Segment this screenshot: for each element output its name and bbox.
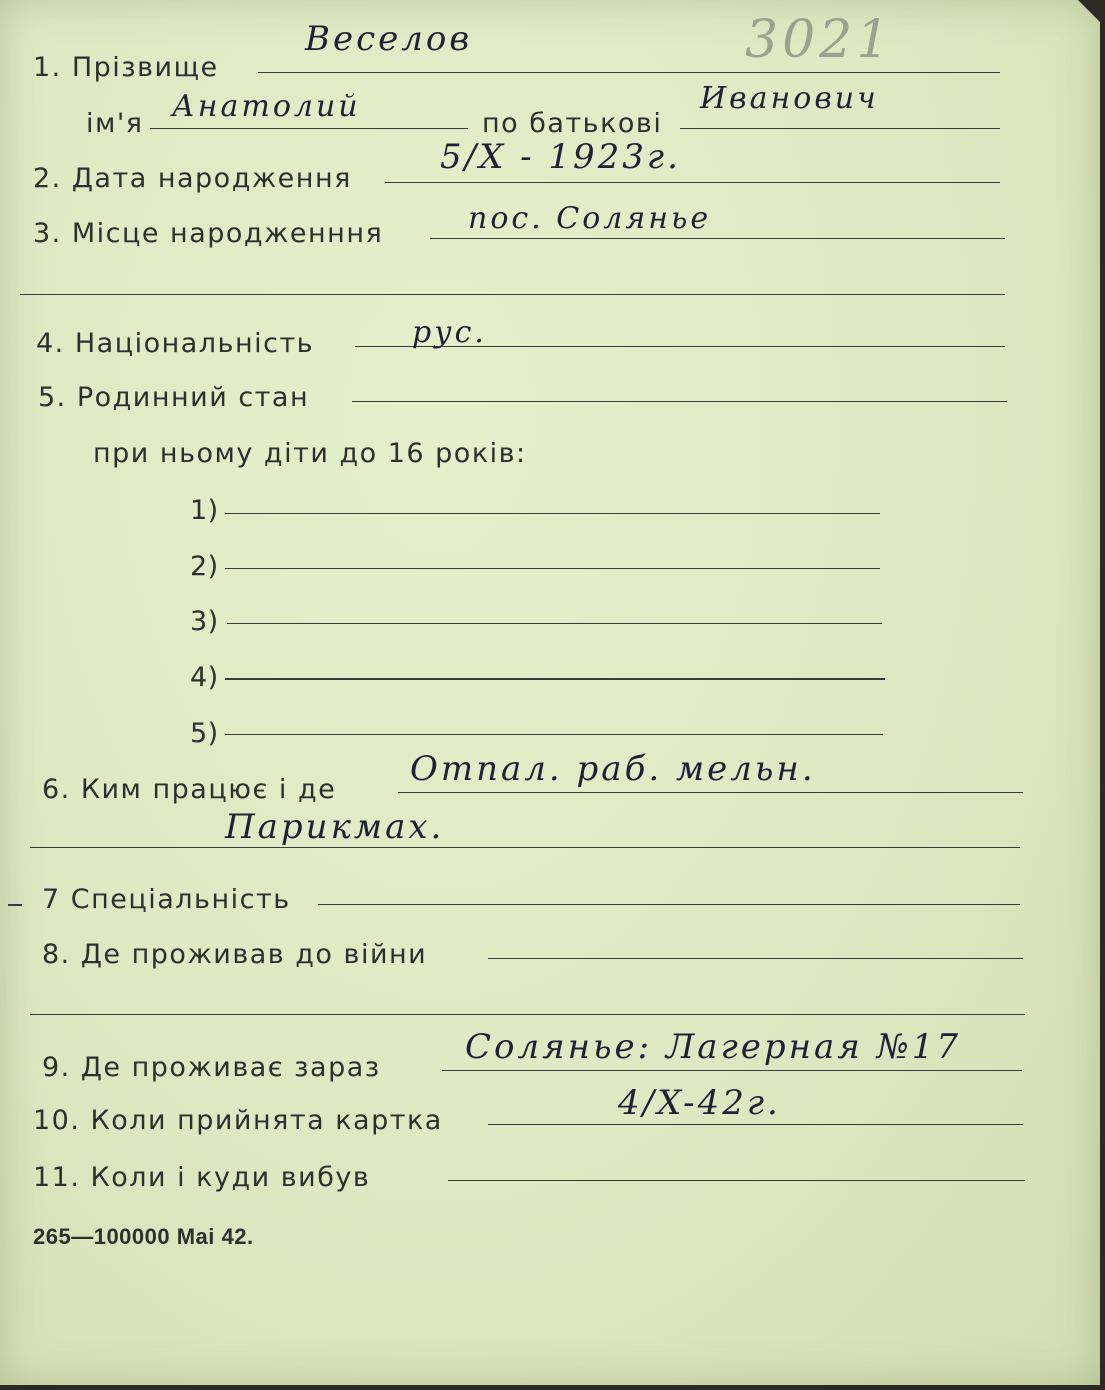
occupation-value-2: Парикмах. xyxy=(225,807,445,847)
current-residence-line xyxy=(442,1070,1022,1071)
birthdate-value: 5/X - 1923г. xyxy=(440,137,681,177)
field-marital-label: 5. Родинний стан xyxy=(38,382,310,413)
child-2-line xyxy=(225,568,880,569)
child-2-label: 2) xyxy=(190,551,219,582)
current-residence-value: Солянье: Лагерная №17 xyxy=(465,1027,962,1067)
birthplace-line xyxy=(430,238,1005,239)
field-card-accepted-label: 10. Коли прийнята картка xyxy=(33,1105,443,1136)
marital-line xyxy=(352,401,1007,402)
field-birthdate-label: 2. Дата народження xyxy=(33,163,352,194)
child-3-line xyxy=(227,623,882,624)
birthplace-value: пос. Солянье xyxy=(468,201,712,236)
field-surname-label: 1. Прізвище xyxy=(33,52,219,83)
field-name-label: ім'я xyxy=(86,108,144,139)
nationality-value: рус. xyxy=(412,315,487,350)
field-occupation-label: 6. Ким працює і де xyxy=(42,774,337,805)
field-birthplace-label: 3. Місце народженння xyxy=(33,218,384,249)
prewar-residence-line-2 xyxy=(30,1014,1025,1015)
card-accepted-line xyxy=(488,1124,1023,1125)
field-patronymic-label: по батькові xyxy=(482,108,663,139)
birthdate-line xyxy=(385,182,1000,183)
occupation-value-1: Отпал. раб. мельн. xyxy=(410,749,816,789)
child-5-line xyxy=(225,734,883,735)
name-line xyxy=(150,128,468,129)
specialty-line xyxy=(318,904,1020,905)
departure-line xyxy=(448,1180,1025,1181)
surname-line xyxy=(258,72,1000,73)
occupation-line xyxy=(398,792,1023,793)
name-value: Анатолий xyxy=(172,89,361,124)
child-4-label: 4) xyxy=(190,662,219,693)
children-label: при ньому діти до 16 років: xyxy=(93,438,527,469)
field-current-residence-label: 9. Де проживає зараз xyxy=(42,1052,381,1083)
surname-value: Веселов xyxy=(305,19,473,59)
patronymic-value: Иванович xyxy=(700,81,879,116)
torn-corner xyxy=(1078,0,1100,22)
birthplace-line-2 xyxy=(20,294,1005,295)
pencil-number: 3021 xyxy=(745,10,894,70)
prewar-residence-line xyxy=(488,958,1023,959)
child-1-label: 1) xyxy=(190,495,219,526)
child-4-line xyxy=(225,678,885,680)
patronymic-line xyxy=(680,128,1000,129)
child-5-label: 5) xyxy=(190,718,219,749)
print-info: 265—100000 Mai 42. xyxy=(33,1224,254,1249)
occupation-line-2 xyxy=(30,847,1020,848)
margin-dash xyxy=(8,904,22,906)
field-prewar-residence-label: 8. Де проживав до війни xyxy=(42,939,428,970)
field-departure-label: 11. Коли і куди вибув xyxy=(33,1162,371,1193)
child-3-label: 3) xyxy=(190,606,219,637)
card-accepted-value: 4/X-42г. xyxy=(618,1083,781,1123)
field-specialty-label: 7 Спеціальність xyxy=(42,884,291,915)
child-1-line xyxy=(225,513,880,514)
field-nationality-label: 4. Національність xyxy=(36,328,315,359)
